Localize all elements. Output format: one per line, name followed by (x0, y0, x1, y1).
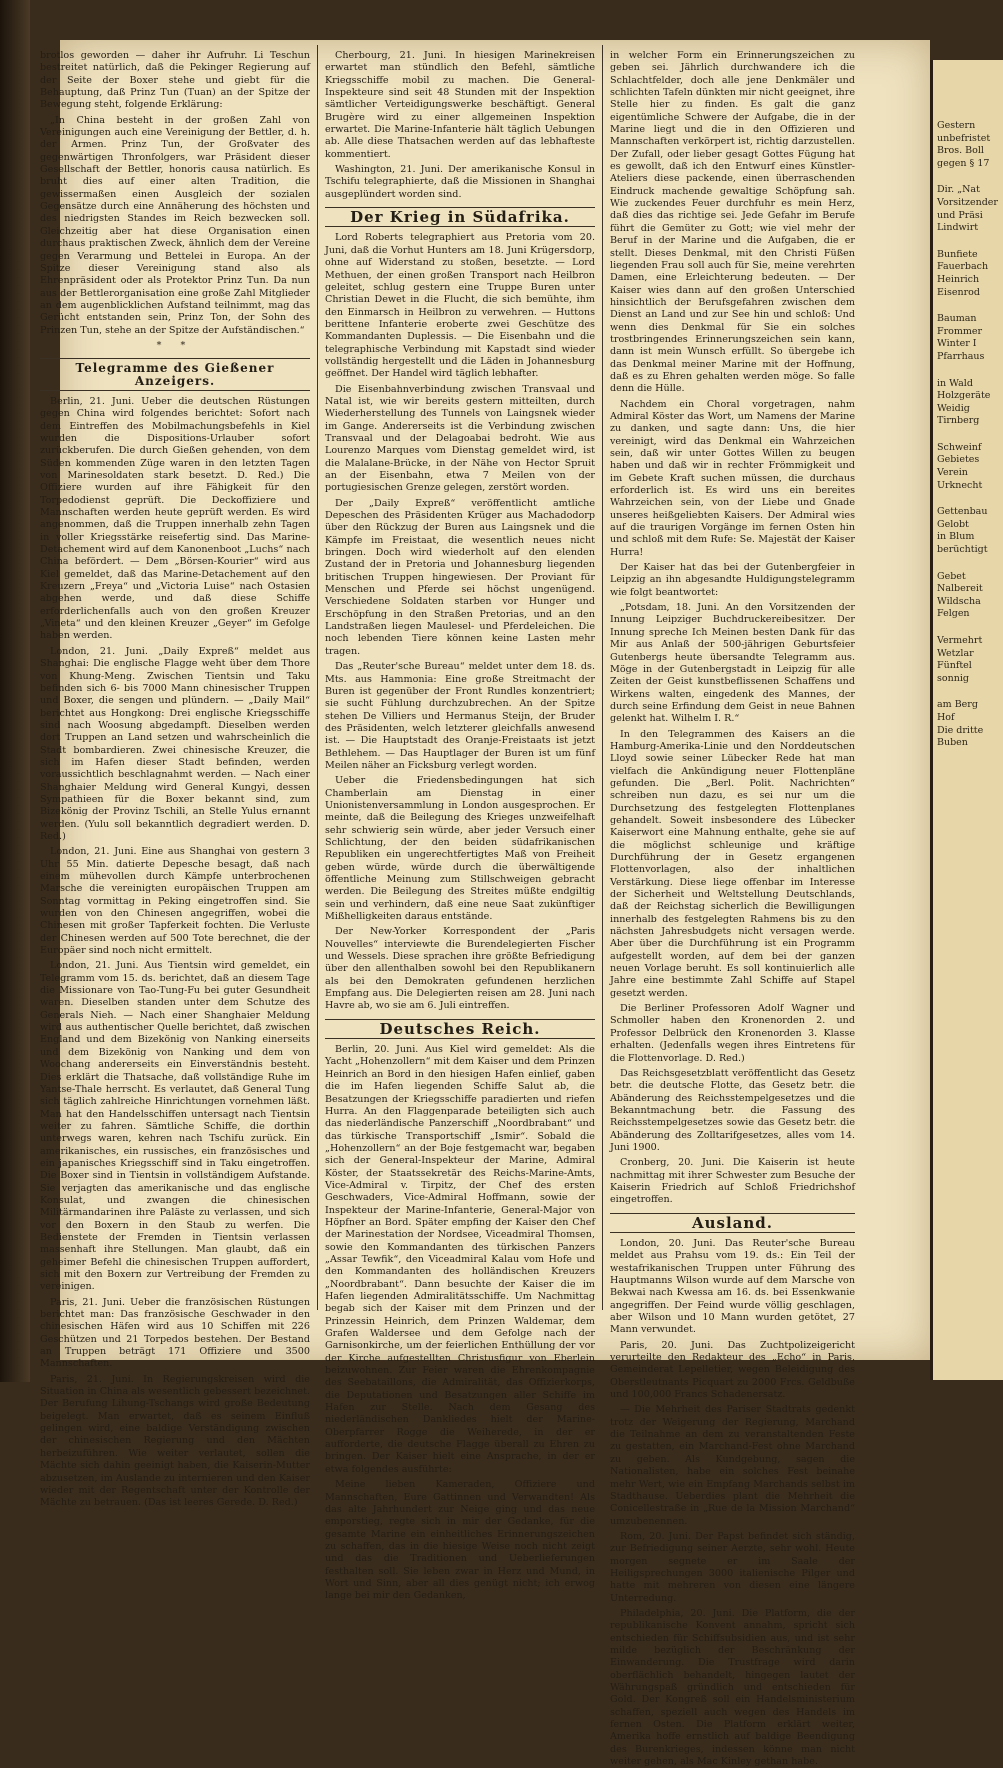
adjacent-page-line: Bauman (937, 313, 977, 325)
section-stars: * * (156, 339, 194, 351)
article-paragraph: Das „Reuter'sche Bureau“ meldet unter dem 18. ds. Mts. aus Hammonia: Eine große Streitmacht der Buren ist gegenüber der Front Rundles konzentriert; sie sucht Fühlung durchzubrechen. An der Spitze stehen De Villiers und Hermanus Steijn, der Bruder des Präsidenten, welch letzterer gleichfalls anwesend ist. — Die Hauptstadt des Oranje-Freistaats ist jetzt Bethlehem. — Das Hauptlager der Buren ist um fünf Meilen näher an Ficksburg verlegt worden. (325, 661, 595, 771)
adjacent-page-line: sonnig (937, 672, 969, 684)
adjacent-page-line: Holzgeräte (937, 390, 991, 402)
adjacent-page-line: Lindwirt (937, 222, 979, 234)
adjacent-page-line: Gebet (937, 570, 966, 582)
adjacent-page-line: gegen § 17 (937, 157, 990, 169)
section-heading-krieg-suedafrika: Der Krieg in Südafrika. (325, 207, 595, 227)
article-paragraph: Cherbourg, 21. Juni. In hiesigen Marinekreisen erwartet man stündlich den Befehl, sämtliche Kriegsschiffe mobil zu machen. Die General-Inspekteure sind seit 48 Stunden mit der Inspektion sämtlicher Verteidigungswerke beschäftigt. General Brugère wird zu einer allgemeinen Inspektion erwartet. Die Marine-Infanterie hält täglich Uebungen ab. Alle diese Thatsachen werden auf das lebhafteste kommentiert. (325, 50, 595, 160)
column-rule-2 (602, 45, 603, 1310)
adjacent-page-line: Dir. „Nat (937, 184, 980, 196)
adjacent-page-line: Pfarrhaus (937, 350, 985, 362)
adjacent-page-line: Die dritte (937, 724, 984, 736)
article-paragraph: Nachdem ein Choral vorgetragen, nahm Admiral Köster das Wort, um Namens der Marine zu danken, und sagte dann: Uns, die hier vereinigt, wird das Denkmal ein Wahrzeichen sein, daß wir unter Gottes Willen zu beugen haben und daß wir in rechter Frömmigkeit und im Gebete Kraft suchen müssen, die durchaus erforderlich ist. Es wird uns ein bereites Wahrzeichen sein, von der Liebe und Gnade unseres heißgeliebten Kaisers. Der Admiral wies auf die traurigen Vorgänge im fernen Osten hin und schloß mit dem Rufe: Se. Majestät der Kaiser Hurra! (610, 398, 855, 558)
adjacent-page-line: Nalbereit (937, 583, 983, 595)
adjacent-page-line: Vorsitzender (937, 196, 998, 208)
article-paragraph: in welcher Form ein Erinnerungszeichen zu geben sei. Jährlich durchwandere ich die Schlachtfelder, doch alle jene Denkmäler und schlichten Tafeln dünkten mir nicht geeignet, ihre Stelle hier zu finden. Es galt die ganz eigentümliche Schwere der Aufgabe, die in der Marine liegt und die in den Offizieren und Mannschaften verkörpert ist, richtig darzustellen. Der Zufall, oder lieber gesagt Gottes Fügung hat es gewollt, daß ich den Entwurf eines Künstler-Ateliers diese packende, einen überraschenden Eindruck machende gewaltige Schöpfung sah. Wie zuckendes Feuer durchfuhr es mein Herz, daß dies das richtige sei. Jede Gefahr im Berufe führt die Gemüter zu Gott; wie viel mehr der Beruf in der Marine und die Aufgaben, die er stellt. Dieses Denkmal, mit den Christi Füßen liegenden Frau soll auch für Sie, meine verehrten Damen, eine Erleichterung bedeuten. — Der Kaiser wies dann auf den großen Unterschied hinsichtlich der Berufsgefahren zwischen dem Dienst an Land und zur See hin und schloß: Und wenn dies Denkmal für Sie ein solches trostbringendes Erinnerungszeichen sein kann, dann ist mein Wunsch erfüllt. So übergebe ich das Denkmal meiner Marine mit der Hoffnung, daß es zu Ehren gehalten werden möge. So falle denn die Hülle. (610, 50, 855, 395)
adjacent-page-line: Urknecht (937, 479, 983, 491)
article-paragraph: Lord Roberts telegraphiert aus Pretoria vom 20. Juni, daß die Vorhut Hunters am 18. Juni Krügersdorp, ohne auf Widerstand zu stoßen, besetzte. — Lord Methuen, der einen großen Transport nach Heilbron geleitet, schlug gestern eine Truppe Buren unter Christian Dewet in die Flucht, die sich bemühte, ihm den Einmarsch in Heilbron zu verwehren. — Huttons berittene Infanterie eroberte zwei Geschütze des Kommandanten Duplessis. — Die Eisenbahn und die telegraphische Verbindung mit Kapstadt sind wieder vollständig hergestellt und die Läden in Johannesburg geöffnet. Der Handel wird täglich lebhafter. (325, 232, 595, 380)
adjacent-page-line: in Wald (937, 377, 973, 389)
adjacent-page-line: Fauerbach (937, 261, 989, 273)
column-3 (610, 50, 855, 1768)
adjacent-page-line: Vermehrt (937, 635, 983, 646)
adjacent-page-line: und Präsi (937, 209, 983, 221)
article-paragraph: Die Eisenbahnverbindung zwischen Transvaal und Natal ist, wie wir bereits gestern mitteilten, durch Wiederherstellung des Tunnels von Laingsnek wieder im Gange. Andererseits ist die Verbindung zwischen Transvaal und der Delagoabai bedroht. Wie aus Lourenzo Marques vom Dienstag gemeldet wird, ist die Malalane-Brücke, in der Nähe von Hector Spruit an der Eisenbahn, etwa 7 Meilen von der portugiesischen Grenze gelegen, zerstört worden. (325, 383, 595, 494)
article-paragraph: London, 21. Juni. „Daily Expreß“ meldet aus Shanghai: Die englische Flagge weht über dem Thore von Khung-Meng. Zwischen Tientsin und Taku befinden sich 6- bis 7000 Mann chinesischer Truppen und Boxer, die sengen und plündern. — „Daily Mail“ berichtet aus Hongkong: Drei englische Kriegsschiffe sind nach Woosung abgedampft. Dieselben werden dort Truppen an Land setzen und wahrscheinlich die Stadt bombardieren. Zwei chinesische Kreuzer, die sich im Hafen dieser Stadt befinden, werden voraussichtlich beschlagnahmt werden. — Nach einer Shanghaier Meldung wird General Kungyi, dessen Sympathieen für die Boxer bekannt sind, zum Bizekönig der Provinz Tschili, an Stelle Yulus ernannt werden. (Yulu soll bekanntlich degradiert werden. D. Red.) (40, 645, 310, 842)
adjacent-page-line: Buben (937, 737, 968, 749)
article-paragraph: Ueber die Friedensbedingungen hat sich Chamberlain am Dienstag in einer Unionistenversammlung in London ausgesprochen. Er meinte, daß die Beilegung des Krieges unzweifelhaft sehr schwierig sein würde, aber jeder Versuch einer Schlichtung, der den beiden südafrikanischen Republiken ein ungerechtfertigtes Maß von Freiheit geben würde, würde durch die überwältigende öffentliche Meinung zum Stillschweigen gebracht werden. Die Beilegung des Streites müßte endgiltig sein und verhindern, daß eine neue Saat zukünftiger Mißhelligkeiten daraus entstände. (325, 775, 595, 923)
article-paragraph: Der „Daily Expreß“ veröffentlicht amtliche Depeschen des Präsidenten Krüger aus Machadodorp über den Rückzug der Buren aus Laingsnek und die Kämpfe im Freistaat, die wesentlich neues nicht bringen. Doch wird wiederholt auf den elenden Zustand der in Pretoria und Johannesburg liegenden britischen Truppen hingewiesen. Der Proviant für Menschen und Pferde sei höchst ungenügend. Verschiedene Soldaten starben vor Hunger und Erschöpfung in den Straßen Pretorias, und an den Landstraßen liegen Maulesel- und Pferdeleichen. Die noch lebenden Tiere können keine Lasten mehr tragen. (325, 497, 595, 657)
adjacent-page-line: Gettenbau (937, 506, 988, 518)
article-paragraph: Washington, 21. Juni. Der amerikanische Konsul in Tschifu telegraphierte, daß die Missionen in Shanghai ausgeplündert worden sind. (325, 164, 595, 200)
section-heading-deutsches-reich: Deutsches Reich. (325, 1019, 595, 1039)
adjacent-page-line: Gebietes (937, 454, 980, 466)
article-paragraph: Philadelphia, 20. Juni. Die Platform, die der republikanische Konvent annahm, spricht sich entschieden für Schiffsubsidien aus, und ist sehr milde bezüglich der Beschränkung der Einwanderung. Die Trustfrage wird darin oberflächlich behandelt, hingegen lautet der Währungspaß gründlich und entschieden für Gold. Der Kongreß soll ein Handelsministerium schaffen, speziell auch wegen des Handels im fernen Osten. Die Platform erklärt weiter, Amerika hoffe ernstlich auf baldige Beendigung des Burenkrieges, indessen könne man nicht weiter gehen, als Mac Kinley gethan habe. (610, 1607, 855, 1768)
article-paragraph: London, 21. Juni. Aus Tientsin wird gemeldet, ein Telegramm vom 15. ds. berichtet, daß an diesem Tage die Missionare von Tao-Tung-Fu bei guter Gesundheit waren. Dieselben standen unter dem Schutze des Generals Nieh. — Nach einer Shanghaier Meldung wird aus authentischer Quelle berichtet, daß zwischen England und dem Bizekönig von Nanking einerseits und dem Bizekönig von Nanking und dem von Woochang andererseits ein Einverständnis besteht. Dies erklärt die Thatsache, daß vollständige Ruhe im Yantse-Thale herrscht. Es verlautet, daß General Tung sich täglich zahlreiche Hinrichtungen vornehmen läßt. Man hat den Handelsschiffen untersagt nach Tientsin weiter zu fahren. Sämtliche Schiffe, die dorthin unterwegs waren, kehren nach Tschifu zurück. Ein amerikanisches, ein russisches, ein französisches und ein japanisches Kriegsschiff sind in Taku eingetroffen. Die Boxer sind in Tientsin in vollständigem Aufstande. Sie verjagten das amerikanische und das englische Konsulat, und zwangen die chinesischen Militärmandarinen ihre Paläste zu verlassen, und sich vor den Boxern in den Staub zu werfen. Die Bedienstete der Fremden in Tientsin verlassen massenhaft ihre Stellungen. Man glaubt, daß ein geheimer Befehl die chinesischen Truppen auffordert, sich mit den Boxern zur Vertreibung der Fremden zu vereinigen. (40, 960, 310, 1293)
adjacent-page-line: Heinrich (937, 273, 980, 285)
adjacent-page-line: Tirnberg (937, 415, 980, 427)
article-paragraph: Die Berliner Professoren Adolf Wagner und Schmoller haben den Kronenorden 2. und Professor Delbrück den Kronenorden 3. Klasse erhalten. (Jedenfalls wegen ihres Eintretens für die Flottenvorlage. D. Red.) (610, 1003, 855, 1064)
adjacent-page-line: Bunfiete (937, 248, 978, 260)
article-paragraph: „Potsdam, 18. Juni. An den Vorsitzenden der Innung Leipziger Buchdruckereibesitzer. Der Innung spreche Ich Meinen besten Dank für das Mir aus Anlaß der 500-jährigen Geburtsfeier Gutenbergs heute übersandte Telegramm aus. Möge in der Gutenbergstadt in Leipzig für alle Zeiten der Geist kunstbeflissenen Schaffens und Wirkens walten, eingedenk des Mannes, der durch seine Erfindung dem Geist in neue Bahnen gelenkt hat. Wilhelm I. R.“ (610, 602, 855, 725)
adjacent-page-line: Wildscha (937, 595, 981, 607)
adjacent-page-line: Bros. Boll (937, 145, 984, 157)
adjacent-page-line: Eisenrod (937, 286, 980, 298)
adjacent-page-line: Schweinf (937, 441, 982, 453)
article-paragraph: Berlin, 20. Juni. Aus Kiel wird gemeldet: Als die Yacht „Hohenzollern“ mit dem Kaiser und dem Prinzen Heinrich an Bord in den hiesigen Hafen einlief, gaben die im Hafen liegenden Schiffe Salut ab, die Besatzungen der Kriegsschiffe paradierten und riefen Hurra. An den Flaggenparade beteiligten sich auch das niederländische Panzerschiff „Noordbrabant“ und das türkische Transportschiff „Ismir“. Sobald die „Hohenzollern“ an der Boje festgemacht war, begaben sich der General-Inspekteur der Marine, Admiral Köster, der Staatssekretär des Reichs-Marine-Amts, Vice-Admiral v. Tirpitz, der Chef des ersten Geschwaders, Vice-Admiral Hoffmann, sowie der Inspekteur der Marine-Infanterie, General-Major von Höpfner an Bord. Später empfing der Kaiser den Chef der Marinestation der Nordsee, Viceadmiral Thomsen, sowie den Kommandanten des türkischen Panzers „Assar Tewfik“, den Viceadmiral Kalau vom Hofe und den Kommandanten des holländischen Kreuzers „Noordbrabant“. Dann besuchte der Kaiser die im Hafen liegenden Admiralitätsschiffe. Um Nachmittag begab sich der Kaiser mit dem Prinzen und der Prinzessin Heinrich, dem Prinzen Waldemar, dem Grafen Waldersee und dem Gefolge nach der Garnisonkirche, um der feierlichen Enthüllung der vor der Kirche aufgestellten Christusfigur von Eberlein beizuwohnen. Zur Feier waren die Ehrenkompagnie des Seebataillons, die Admiralität, das Offizierkorps, die Deputationen und Besatzungen aller Schiffe im Hafen zur Stelle. Nach dem Gesang des niederländischen Dankliedes hielt der Marine-Oberpfarrer Rogge die Weiherede, in der er aufforderte, die deutsche Flagge überall zu Ehren zu bringen. Der Kaiser hielt eine Ansprache, in der er etwa folgendes ausführte: (325, 1044, 595, 1475)
article-paragraph: Der New-Yorker Korrespondent der „Paris Nouvelles“ interviewte die Burendelegierten Fischer und Wessels. Diese sprachen ihre größte Befriedigung über den allenthalben sowohl bei den Republikanern als bei den Demokraten gefundenen herzlichen Empfang aus. Die Delegierten reisen am 28. Juni nach Havre ab, wo sie am 6. Juli eintreffen. (325, 926, 595, 1012)
article-paragraph: — Die Mehrheit des Pariser Stadtrats gedenkt trotz der Weigerung der Regierung, Marchand die Teilnahme an dem zu veranstaltenden Feste zu gestatten, ein Marchand-Fest ohne Marchand zu geben. Als Kundgebung, sagen die Nationalisten, habe ein solches Fest beinahe mehr Wert, wie ein Empfang Marchands selbst im Stadthause. Ueberdies plant die Mehrheit die Conicellestraße in „Rue de la Mission Marchand“ umzubenennen. (610, 1404, 855, 1527)
article-paragraph: Das Reichsgesetzblatt veröffentlicht das Gesetz betr. die deutsche Flotte, das Gesetz betr. die Abänderung des Reichsstempelgesetzes und die Bekanntmachung betr. die Fassung des Reichsstempelgesetzes sowie das Gesetz betr. die Abänderung des Zolltarifgesetzes, alles vom 14. Juni 1900. (610, 1067, 855, 1153)
adjacent-page-line: Verein (937, 467, 968, 479)
article-paragraph: Paris, 20. Juni. Das Zuchtpolizeigericht verurteilte den Redakteur des „Echo“ in Paris, Gemeinderat Lepelletier, wegen Beleidigung des Oberstleutnants Picquart zu 2000 Frcs. Geldbuße und 100,000 Francs Schadenersatz. (610, 1339, 855, 1401)
adjacent-page-line: Fünftel (937, 660, 972, 672)
section-heading-ausland: Ausland. (610, 1213, 855, 1233)
article-quote: „In China besteht in der großen Zahl von Vereinigungen auch eine Vereinigung der Bettler, d. h. der Armen. Prinz Tun, der Großvater des gegenwärtigen Thronfolgers, war Präsident dieser Gesellschaft der Bettler, honoris causa natürlich. Es bruht dies auf einer alten Tradition, die gewissermaßen einen Ausgleich der sozialen Gegensätze durch eine Annäherung des höchsten und des niedrigsten Standes im Reich bezwecken soll. Gleichzeitig aber hat diese Organisation einen durchaus praktischen Zweck, ähnlich dem der Vereine gegen Verarmung und Bettelei in Europa. An der Spitze dieser Vereinigung stand also als Ehrenpräsident oder als Protektor Prinz Tun. Da nun aus der Bettlerorganisation eine große Zahl Mitglieder an dem augenblicklichen Aufstand teilnimmt, mag das Gerücht entstanden sein, Prinz Ton, der Sohn des Prinzen Tun, stehe an der Spitze der Aufständischen.“ (40, 114, 310, 336)
book-gutter (0, 0, 30, 1382)
adjacent-page-line: am Berg (937, 699, 978, 711)
article-paragraph: Berlin, 21. Juni. Ueber die deutschen Rüstungen gegen China wird folgendes berichtet: Sofort nach dem Eintreffen des Mobilmachungsbefehls in Kiel wurden die Dispositions-Urlauber sofort zurückberufen. Die durch Gießen gehenden, von dem Süden kommenden Züge waren in den letzten Tagen von Marinesoldaten stark besetzt. D. Red.) Die Offiziere wurden auf ihre Fähigkeit für den Torpedodienst geprüft. Die Deckoffiziere und Mannschaften werden heute geprüft werden. Es wird angenommen, daß die Truppen innerhalb zehn Tagen in voller Kriegsstärke reisefertig sind. Das Marine-Detachement wird auf dem Kanonenboot „Luchs“ nach China befördert. — Dem „Börsen-Kourier“ wird aus Kiel gemeldet, daß das Marine-Detachement auf den Kreuzern „Freya“ und „Victoria Luise“ nach Ostasien abgehen werde, und daß diese Schiffe erforderlichenfalls auch von den großen Kreuzer „Vineta“ und den kleinen Kreuzer „Geyer“ im Gefolge haben werden. (40, 395, 310, 642)
adjacent-page-line: Weidig (937, 402, 970, 414)
article-intro: brotlos geworden — daher ihr Aufruhr. Li Teschun bestreitet natürlich, daß die Pekinger Regierung auf der Seite der Boxer stehe und giebt für die Behauptung, daß Prinz Tun (Tuan) an der Spitze der Bewegung steht, folgende Erklärung: (40, 50, 310, 111)
column-2 (325, 50, 595, 1602)
article-paragraph: Der Kaiser hat das bei der Gutenbergfeier in Leipzig an ihn abgesandte Huldigungstelegramm wie folgt beantwortet: (610, 562, 855, 598)
column-1 (40, 50, 310, 1509)
adjacent-page-line: Winter I (937, 338, 977, 350)
article-paragraph: Paris, 21. Juni. In Regierungskreisen wird die Situation in China als wesentlich gebessert bezeichnet. Der Berufung Lihung-Tschangs wird große Bedeutung beigelegt. Man erwartet, daß es seinem Einfluß gelingen wird, eine baldige Verständigung zwischen der chinesischen Regierung und den Mächten herbeizuführen. Wie weiter verlautet, sollen die Mächte sich dahin geeinigt haben, die Kaiserin-Mutter abzusetzen, im Auslande zu internieren und den Kaiser wieder mit der Regentschaft unter der Kontrolle der Mächte zu betrauen. (Das ist leeres Gerede. D. Red.) (40, 1373, 310, 1509)
adjacent-page-line: Gelobt (937, 518, 969, 530)
article-paragraph: Meine lieben Kameraden, Offiziere und Mannschaften, Eure Gattinnen und Verwandten! Als das alte Jahrhundert zur Neige ging und das neue emporstieg, regte sich in mir der Gedanke, für die gesamte Marine ein einheitliches Erinnerungszeichen zu schaffen, das in die hiesige Weise noch nicht zeigt und das die Traditionen und Ueberlieferungen festhalten soll. Sie leben zwar in Herz und Mund, in Wort und Sinn, aber all dies genügt nicht; ich erwog lange bei mir den Gedanken, (325, 1479, 595, 1602)
adjacent-page-line: berüchtigt (937, 544, 988, 556)
article-paragraph: In den Telegrammen des Kaisers an die Hamburg-Amerika-Linie und den Norddeutschen Lloyd sowie seiner Lübecker Rede hat man vielfach die Ankündigung neuer Flottenpläne gefunden. Die „Berl. Polit. Nachrichten“ schreiben nun dazu, es sei nur um die Durchsetzung des festgelegten Flottenplanes gehandelt. Soweit insbesondere des Lübecker Kaiserwort eine Mahnung enthalte, gehe sie auf die möglichst schleunige und kräftige Durchführung der in Gesetz ergangenen Flottenvorlagen, also der inhaltlichen Verstärkung. Diese liege offenbar im Interesse der Sicherheit und Weltstellung Deutschlands, daß der Reichstag sicherlich die Bewilligungen innerhalb des festgelegten Rahmens bis zu den nächsten Jahresbudgets nicht versagen werde. Aber über die Durchführung ist ein Programm aufgestellt worden, auf dem bei der ganzen neuen Vorlage beruht. Es soll kontinuierlich alle Jahre eine bestimmte Zahl Schiffe auf Stapel gesetzt werden. (610, 728, 855, 999)
article-paragraph: Rom, 20. Juni. Der Papst befindet sich ständig, zur Befriedigung seiner Aerzte, sehr wohl. Heute morgen segnete er im Saale der Heiligsprechungen 3000 italienische Pilger und hatte mit mehreren von diesen eine längere Unterredung. (610, 1530, 855, 1604)
article-paragraph: London, 21. Juni. Eine aus Shanghai von gestern 3 Uhr 55 Min. datierte Depesche besagt, daß nach einem mühevollen durch Kämpfe unterbrochenen Marsche die vereinigten europäischen Truppen am Sonntag vormittag in Peking eingetroffen sind. Sie wurden von den Chinesen angegriffen, wobei die Chinesen mit großer Tapferkeit fochten. Die Verluste der Chinesen werden auf 500 Tote berechnet, die der Europäer sind noch nicht ermittelt. (40, 846, 310, 957)
adjacent-page-line: Wetzlar (937, 647, 974, 659)
column-rule-1 (317, 45, 318, 1310)
adjacent-page-text (933, 60, 1003, 750)
adjacent-page-line: Felgen (937, 608, 970, 620)
adjacent-page-line: Gestern (937, 120, 976, 131)
adjacent-page-line: Frommer (937, 325, 983, 337)
adjacent-page-line: Hof (937, 711, 955, 723)
adjacent-page-line: unbefristet (937, 132, 991, 144)
article-paragraph: London, 20. Juni. Das Reuter'sche Bureau meldet aus Prahsu vom 19. ds.: Ein Teil der westafrikanischen Truppen unter Führung des Hauptmanns Wilson wurde auf dem Marsche von Bekwai nach Kwessa am 16. ds. bei Essenkwanie angegriffen. Der Feind wurde völlig geschlagen, aber Wilson und 10 Mann wurden getötet, 27 Mann verwundet. (610, 1237, 855, 1336)
adjacent-page-line: in Blum (937, 531, 975, 543)
adjacent-page-edge (930, 60, 1003, 1380)
article-paragraph: Paris, 21. Juni. Ueber die französischen Rüstungen berichtet man: Das französische Geschwader in den chinesischen Häfen wird aus 10 Schiffen mit 226 Geschützen und 21 Torpedos bestehen. Der Bestand an Truppen beträgt 171 Offiziere und 3500 Mannschaften. (40, 1296, 310, 1370)
section-heading-telegramme: Telegramme des Gießener Anzeigers. (40, 358, 310, 391)
article-paragraph: Cronberg, 20. Juni. Die Kaiserin ist heute nachmittag mit ihrer Schwester zum Besuche der Kaiserin Friedrich auf Schloß Friedrichshof eingetroffen. (610, 1157, 855, 1206)
